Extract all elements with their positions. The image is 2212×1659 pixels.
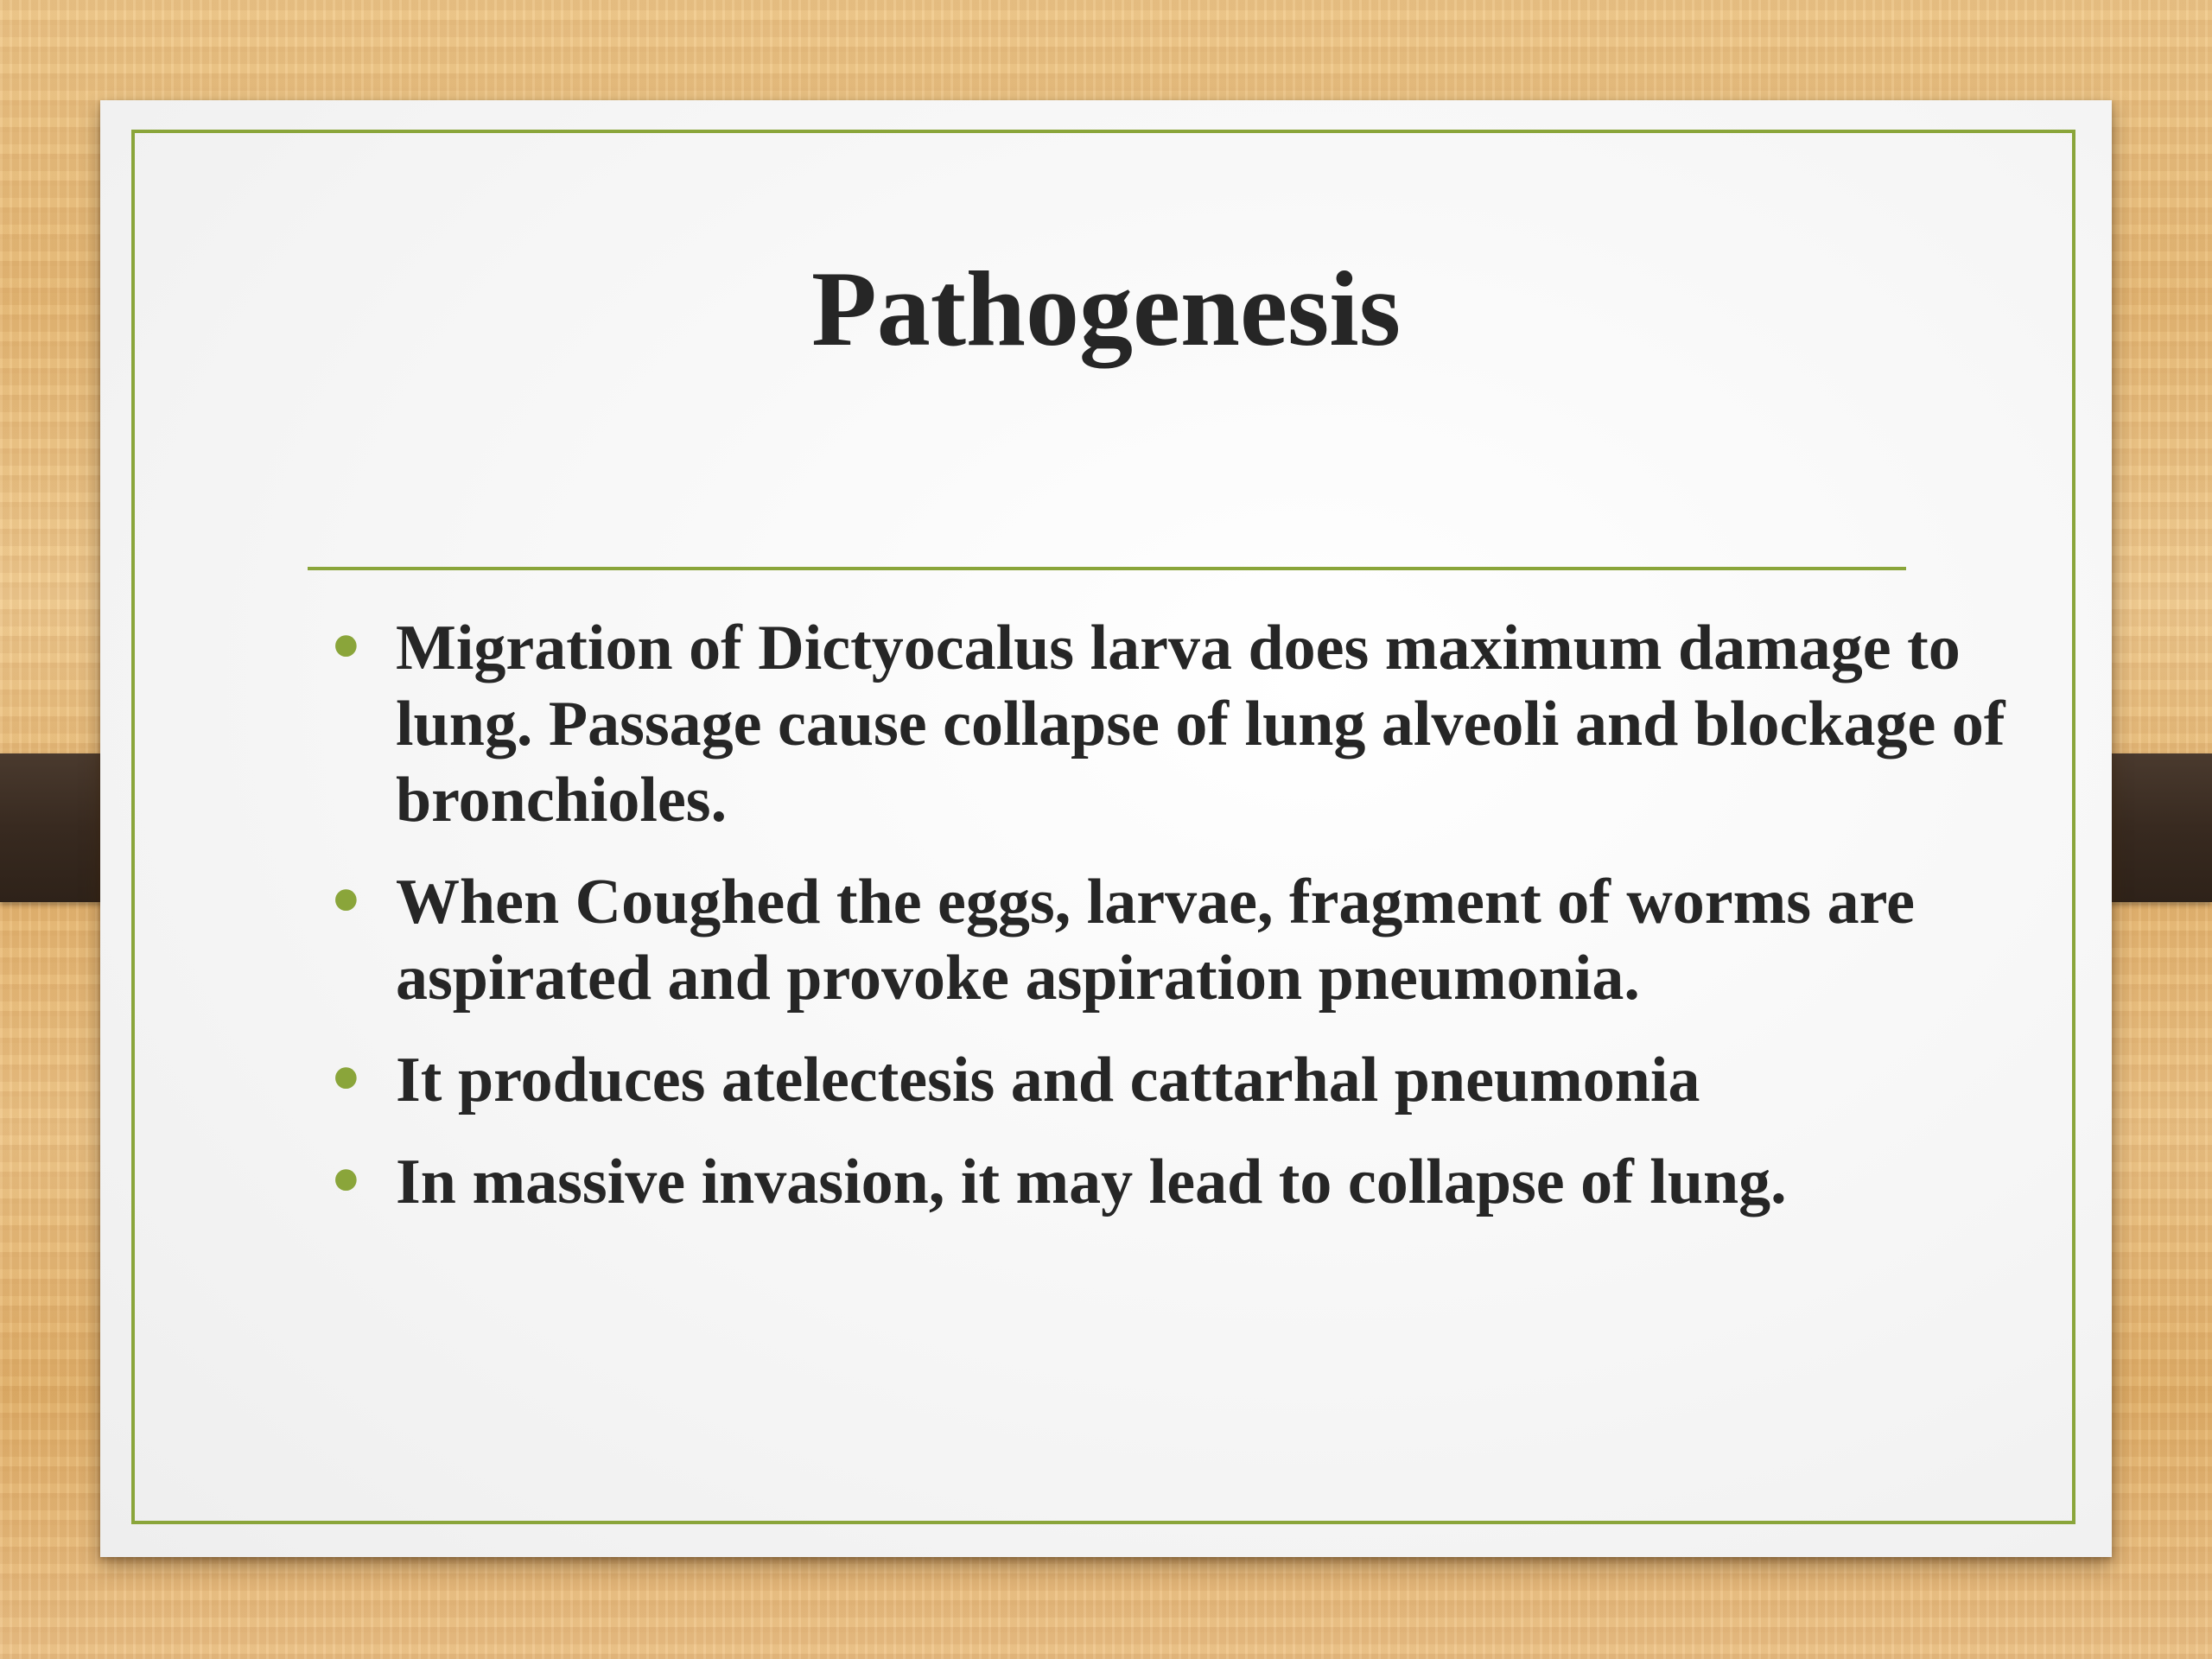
bullet-item — [292, 610, 2020, 838]
bullet-text: When Coughed the eggs, larvae, fragment of worms are aspirated and provoke aspiration pneumonia. — [396, 867, 1915, 1014]
bullet-icon: • — [327, 1147, 365, 1217]
bullet-list — [292, 610, 2020, 1246]
bullet-icon: • — [327, 867, 365, 938]
bullet-text: It produces atelectesis and cattarhal pneumonia — [396, 1045, 1700, 1116]
bullet-item — [292, 1042, 2020, 1118]
bullet-item — [292, 1144, 2020, 1220]
bullet-text: In massive invasion, it may lead to collapse of lung. — [396, 1147, 1787, 1217]
bullet-icon: • — [327, 1045, 365, 1116]
bullet-text: Migration of Dictyocalus larva does maximum damage to lung. Passage cause collapse of lung alveoli and blockage of bronchioles. — [396, 613, 2005, 836]
title-divider — [308, 567, 1906, 570]
slide-card — [100, 100, 2112, 1557]
slide-title: Pathogenesis — [811, 250, 1401, 368]
bullet-icon: • — [327, 613, 365, 683]
bullet-item — [292, 864, 2020, 1016]
